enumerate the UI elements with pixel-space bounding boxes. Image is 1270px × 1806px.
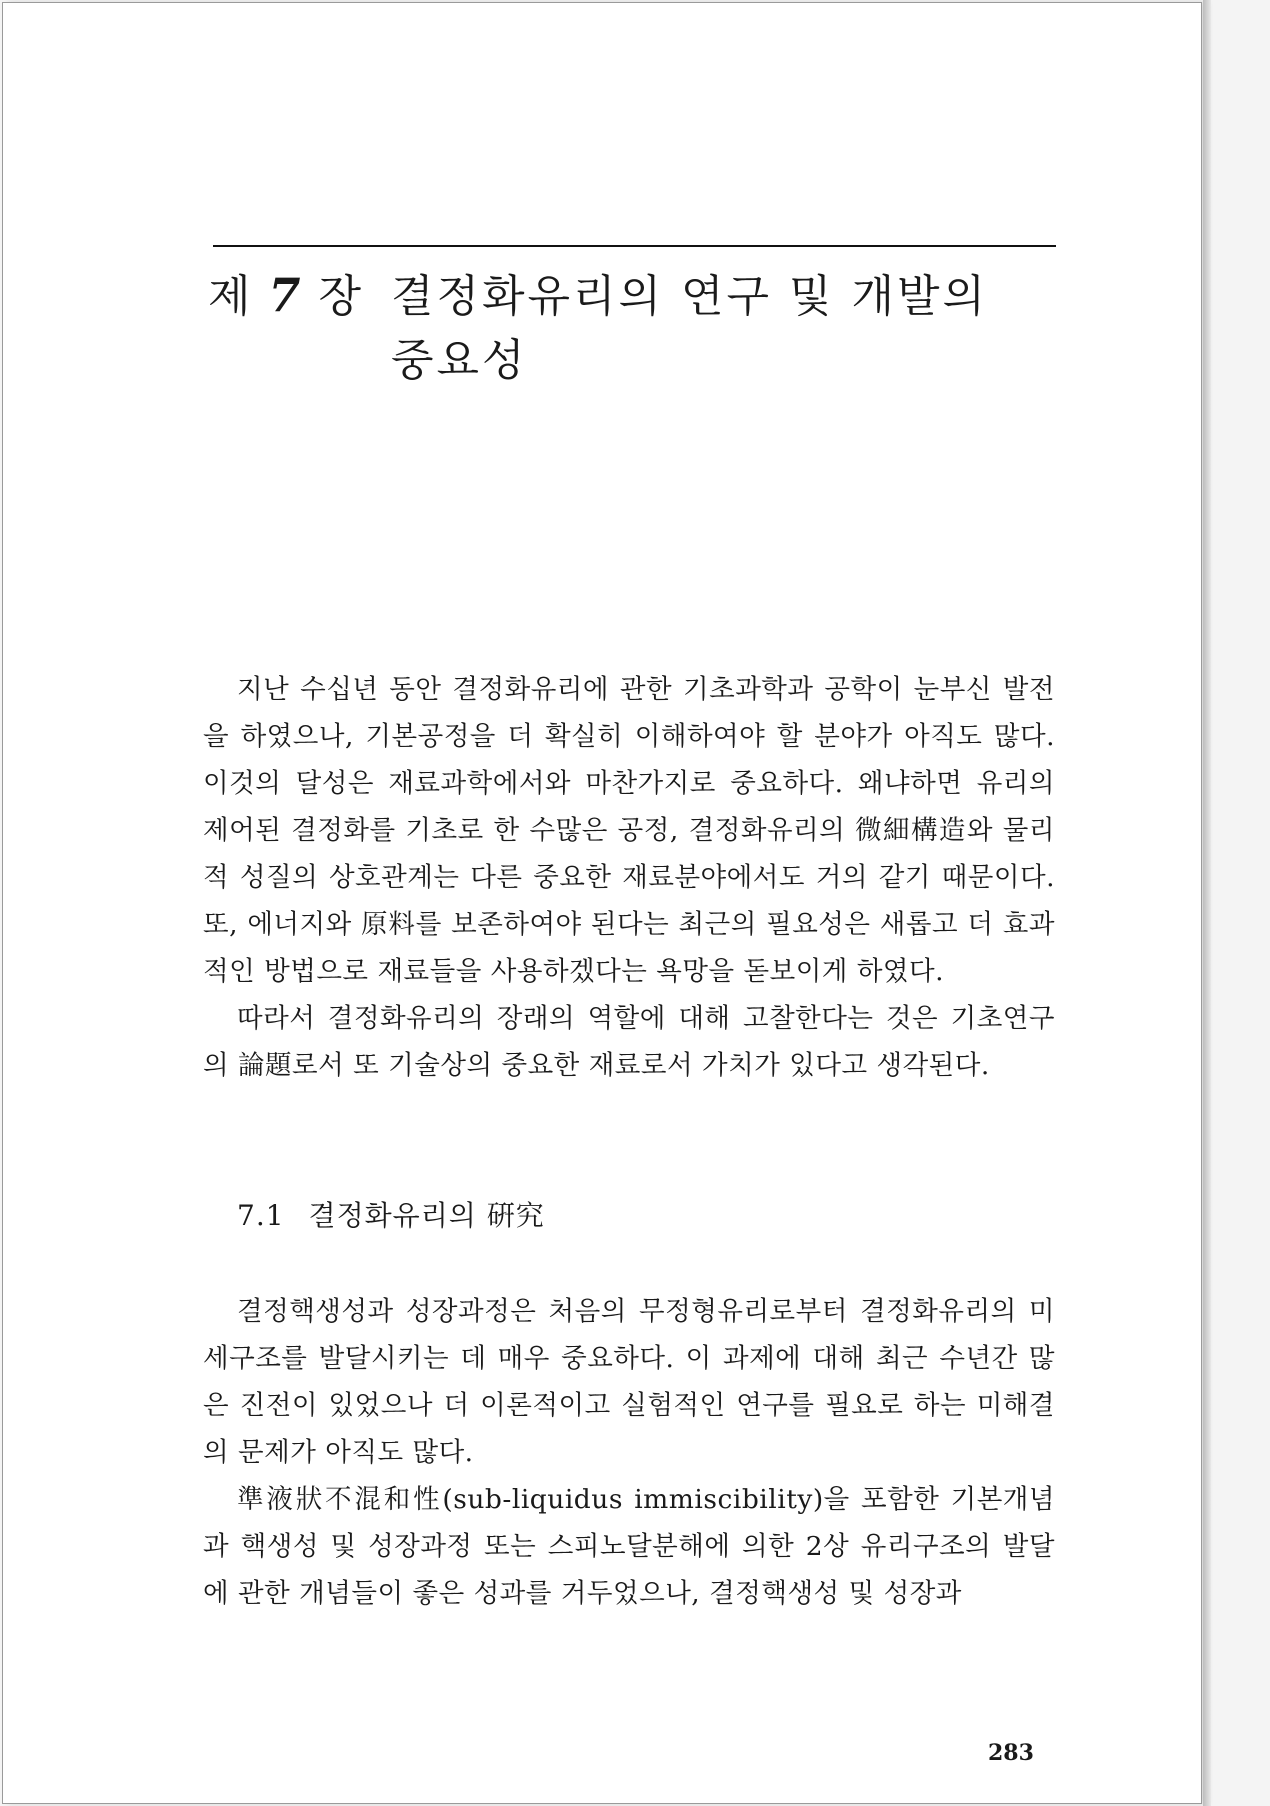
chapter-number-value: 7	[268, 268, 303, 322]
intro-text	[203, 666, 1055, 1089]
intro-paragraph-2: 따라서 결정화유리의 장래의 역할에 대해 고찰한다는 것은 기초연구의 論題로서 또 기술상의 중요한 재료로서 가치가 있다고 생각된다.	[203, 1003, 1055, 1081]
page-edge-shadow	[1203, 0, 1211, 1806]
section-number: 7.1	[237, 1199, 285, 1232]
intro-paragraph-1: 지난 수십년 동안 결정화유리에 관한 기초과학과 공학이 눈부신 발전을 하였으나, 기본공정을 더 확실히 이해하여야 할 분야가 아직도 많다. 이것의 달성은 재료과학에서와 마찬가지로 중요하다. 왜냐하면 유리의 제어된 결정화를 기초로 한 수많은 공정, 결정화유리의 微細構造와 물리적 성질의 상호관계는 다른 중요한 재료분야에서도 거의 같기 때문이다. 또, 에너지와 原料를 보존하여야 된다는 최근의 필요성은 새롭고 더 효과적인 방법으로 재료들을 사용하겠다는 욕망을 돋보이게 하였다.	[203, 674, 1055, 987]
section-text	[203, 1288, 1055, 1617]
page-number: 283	[988, 1740, 1034, 1766]
section-heading	[237, 1196, 545, 1236]
chapter-label-prefix: 제	[208, 271, 253, 322]
section-title: 결정화유리의 硏究	[308, 1199, 545, 1232]
section-paragraph-1: 결정핵생성과 성장과정은 처음의 무정형유리로부터 결정화유리의 미세구조를 발달시키는 데 매우 중요하다. 이 과제에 대해 최근 수년간 많은 진전이 있었으나 더 이론적이고 실험적인 연구를 필요로 하는 미해결의 문제가 아직도 많다.	[203, 1296, 1055, 1468]
chapter-number	[208, 265, 363, 327]
chapter-label-suffix: 장	[318, 271, 364, 322]
document-page	[2, 2, 1202, 1804]
chapter-top-rule	[213, 245, 1056, 247]
section-paragraph-2: 準液狀不混和性(sub-liquidus immiscibility)을 포함한 기본개념과 핵생성 및 성장과정 또는 스피노달분해에 의한 2상 유리구조의 발달에 관한 개념들이 좋은 성과를 거두었으나, 결정핵생성 및 성장과	[203, 1484, 1055, 1609]
chapter-title: 결정화유리의 연구 및 개발의 중요성	[391, 271, 989, 386]
